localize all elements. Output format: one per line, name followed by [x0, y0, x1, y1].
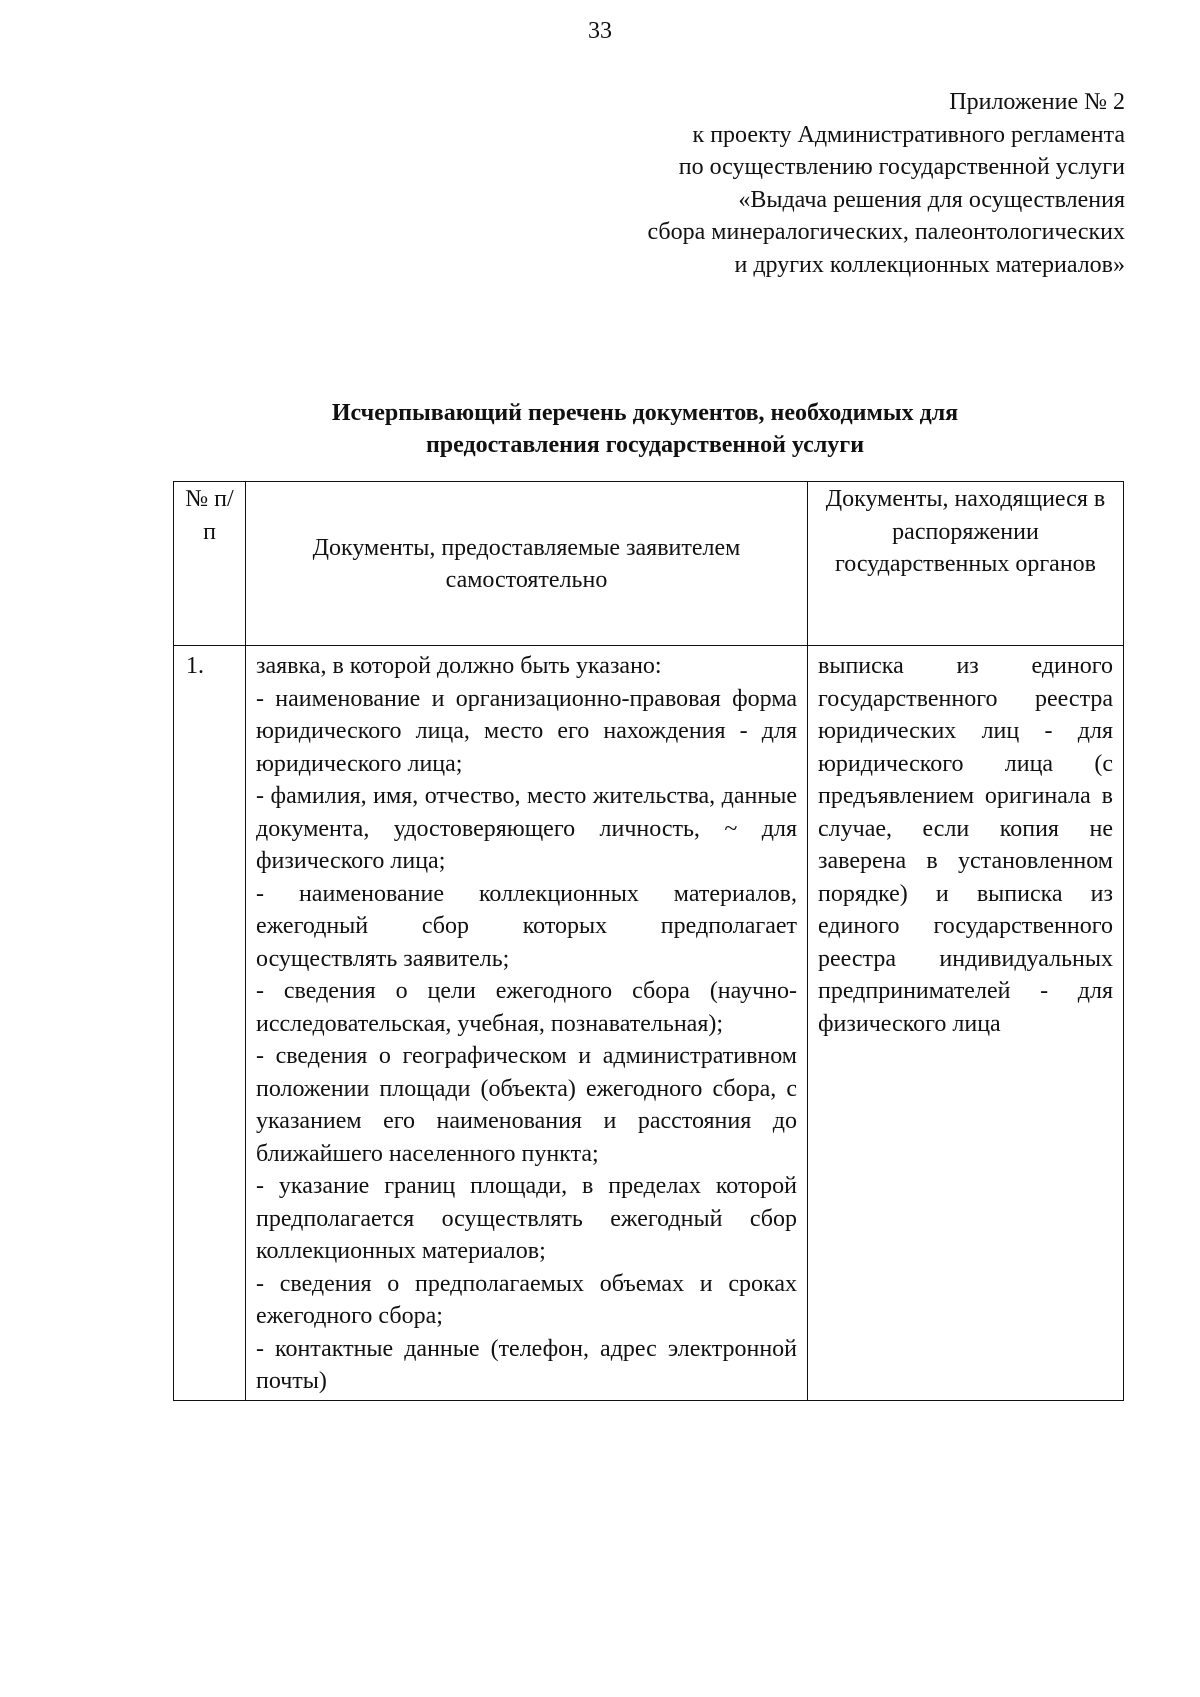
appendix-line: по осуществлению государственной услуги — [678, 154, 1125, 180]
table-row — [174, 646, 1124, 1401]
applicant-doc-line: - наименование коллекционных материалов, ежегодный сбор которых предполагает осуществлять заявитель; — [256, 880, 797, 972]
documents-table — [173, 481, 1124, 1401]
applicant-doc-line: - указание границ площади, в пределах которой предполагается осуществлять ежегодный сбор коллекционных материалов; — [256, 1173, 797, 1264]
gov-docs-cell: выписка из единого государственного реестра юридических лиц - для юридического лица (с предъявлением оригинала в случае, если копия не заверена в установленном порядке) и выписка из единого государственного реестра индивидуальных предпринимателей - для физического лица — [808, 646, 1124, 1401]
applicant-doc-line: - фамилия, имя, отчество, место жительства, данные документа, удостоверяющего личность, ~ для физического лица; — [256, 783, 797, 874]
applicant-doc-line: - сведения о географическом и административном положении площади (объекта) ежегодного сбора, с указанием его наименования и расстояния до ближайшего населенного пункта; — [256, 1043, 797, 1167]
header-gov-docs: Документы, находящиеся в распоряжении государственных органов — [808, 482, 1124, 646]
appendix-line: Приложение № 2 — [949, 89, 1125, 115]
page-number: 33 — [588, 18, 612, 44]
appendix-line: и других коллекционных материалов» — [734, 251, 1125, 278]
table-header-row — [174, 482, 1124, 646]
appendix-line: к проекту Административного регламента — [692, 121, 1125, 148]
applicant-doc-line: - сведения о цели ежегодного сбора (научно-исследовательская, учебная, познавательная); — [256, 978, 797, 1037]
applicant-doc-line: - контактные данные (телефон, адрес электронной почты) — [256, 1335, 797, 1394]
header-number: № п/п — [174, 482, 246, 646]
document-title — [160, 397, 1130, 461]
applicant-doc-line: - сведения о предполагаемых объемах и сроках ежегодного сбора; — [256, 1270, 797, 1329]
appendix-line: сбора минералогических, палеонтологических — [647, 219, 1125, 245]
document-title-line: предоставления государственной услуги — [425, 432, 865, 458]
document-title-line: Исчерпывающий перечень документов, необходимых для — [331, 400, 959, 426]
header-applicant-docs: Документы, предоставляемые заявителем самостоятельно — [246, 482, 808, 646]
appendix-line: «Выдача решения для осуществления — [738, 186, 1125, 213]
applicant-doc-line: заявка, в которой должно быть указано: — [256, 653, 662, 679]
row-number: 1. — [174, 646, 246, 1401]
applicant-docs-cell — [246, 646, 808, 1401]
applicant-doc-line: - наименование и организационно-правовая форма юридического лица, место его нахождения - для юридического лица; — [256, 685, 797, 777]
appendix-header — [425, 86, 1125, 281]
